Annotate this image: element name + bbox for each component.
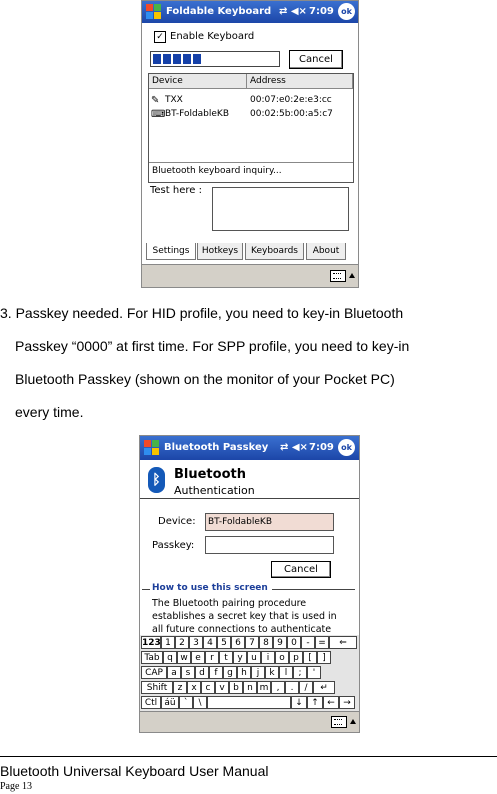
cancel-button[interactable]: Cancel [271,561,331,578]
key[interactable]: 2 [175,636,189,649]
ok-button[interactable]: ok [338,3,355,20]
key[interactable]: ] [317,651,331,664]
device-icon: ✎ [151,95,160,106]
key[interactable]: k [265,666,279,679]
clock[interactable]: 7:09 [309,6,334,17]
key[interactable]: . [285,681,299,694]
key[interactable]: - [301,636,315,649]
window-title: Foldable Keyboard [166,6,272,17]
key[interactable]: q [163,651,177,664]
soft-keyboard [140,635,359,712]
heading-bluetooth: Bluetooth [174,467,246,482]
key[interactable]: y [233,651,247,664]
device-label: Device: [158,516,196,527]
title-bar [140,436,359,460]
howto-title: How to use this screen [152,583,268,593]
key[interactable]: ; [293,666,307,679]
howto-line-3: all future connections to authenticate [152,624,332,635]
tab-hotkeys[interactable]: Hotkeys [197,243,243,260]
windows-start-icon[interactable] [144,440,160,456]
key[interactable]: 8 [259,636,273,649]
menu-bar [142,264,358,287]
howto-line-2: establishes a secret key that is used in [152,611,337,622]
device-address: 00:02:5b:00:a5:c7 [250,109,333,119]
key[interactable]: z [173,681,187,694]
list-item[interactable] [149,107,353,121]
test-here-label: Test here : [150,185,202,196]
device-name: BT-FoldableKB [165,109,230,119]
key[interactable]: e [191,651,205,664]
key[interactable]: 9 [273,636,287,649]
key[interactable]: s [181,666,195,679]
backspace-key[interactable]: ⇐ [329,636,357,649]
key[interactable]: 4 [203,636,217,649]
tab-bar [142,243,358,263]
key-ctl[interactable]: Ctl [141,696,161,709]
status-text: Bluetooth keyboard inquiry... [152,166,282,176]
device-address: 00:07:e0:2e:e3:cc [250,95,332,105]
heading-authentication: Authentication [174,484,255,497]
arrow-left-key[interactable]: ← [323,696,339,709]
arrow-down-key[interactable]: ↓ [291,696,307,709]
key[interactable]: = [315,636,329,649]
device-list[interactable] [148,73,354,183]
key[interactable]: b [229,681,243,694]
caption-line-4: every time. [15,404,84,420]
keyboard-row [140,636,359,651]
caption-line-1: 3. Passkey needed. For HID profile, you need to key-in Bluetooth [0,305,404,321]
keyboard-row [140,666,359,681]
key[interactable]: 1 [161,636,175,649]
window-title: Bluetooth Passkey [164,442,269,453]
header-divider [140,498,359,499]
key[interactable]: r [205,651,219,664]
footer-title: Bluetooth Universal Keyboard User Manual [0,763,269,779]
key[interactable]: i [261,651,275,664]
input-selector-arrow-icon[interactable] [349,273,355,278]
key-tab[interactable]: Tab [141,651,163,664]
key[interactable]: m [257,681,271,694]
page-number: Page 13 [0,781,32,792]
passkey-label: Passkey: [152,540,195,551]
list-item[interactable] [149,93,353,107]
ok-button[interactable]: ok [338,439,355,456]
column-header-device[interactable]: Device [149,74,247,89]
enable-keyboard-label: Enable Keyboard [170,31,255,42]
foldable-keyboard-screenshot [141,0,359,288]
key[interactable]: a [167,666,181,679]
key-caps[interactable]: CAP [141,666,167,679]
arrow-up-key[interactable]: ↑ [307,696,323,709]
enable-keyboard-checkbox[interactable]: ✓ [154,31,166,43]
column-header-address[interactable]: Address [247,74,353,89]
cancel-button[interactable]: Cancel [289,50,343,69]
status-divider [149,162,353,163]
key[interactable]: h [237,666,251,679]
key[interactable]: n [243,681,257,694]
key[interactable]: j [251,666,265,679]
key-shift[interactable]: Shift [141,681,173,694]
key[interactable]: 3 [189,636,203,649]
key[interactable]: / [299,681,313,694]
howto-divider-left [142,589,150,590]
clock[interactable]: 7:09 [309,442,334,453]
key[interactable]: 6 [231,636,245,649]
bluetooth-passkey-screenshot [139,435,360,733]
key-accents[interactable]: áü [161,696,179,709]
keyboard-icon[interactable] [331,716,347,728]
test-input[interactable] [212,187,349,231]
tab-about[interactable]: About [306,243,346,260]
key[interactable]: ' [307,666,321,679]
caption-line-3: Bluetooth Passkey (shown on the monitor of your Pocket PC) [15,371,395,387]
key[interactable]: , [271,681,285,694]
bluetooth-logo-icon: ᛒ [148,467,165,493]
input-selector-arrow-icon[interactable] [350,719,356,724]
howto-divider-right [272,589,355,590]
key[interactable]: 7 [245,636,259,649]
key[interactable]: f [209,666,223,679]
key[interactable]: x [187,681,201,694]
passkey-input[interactable] [205,536,334,554]
menu-bar [140,711,359,732]
keyboard-row [140,681,359,696]
key[interactable]: \ [193,696,207,709]
keyboard-device-icon: ⌨ [151,109,166,120]
key[interactable]: o [275,651,289,664]
key[interactable]: g [223,666,237,679]
progress-fill [153,54,203,64]
key-123[interactable]: 123 [142,638,161,648]
space-key[interactable] [207,696,291,709]
device-field: BT-FoldableKB [205,513,334,531]
enter-key[interactable]: ↵ [313,681,335,694]
key[interactable]: w [177,651,191,664]
caption-line-2: Passkey “0000” at first time. For SPP profile, you need to key-in [15,338,410,354]
key[interactable]: c [201,681,215,694]
keyboard-icon[interactable] [330,270,346,282]
tab-settings[interactable]: Settings [146,243,196,260]
tab-keyboards[interactable]: Keyboards [245,243,304,260]
key[interactable]: p [289,651,303,664]
key[interactable]: l [279,666,293,679]
key[interactable]: t [219,651,233,664]
key[interactable]: v [215,681,229,694]
connectivity-volume-icons[interactable]: ⇄ ◀× [280,442,308,453]
howto-line-1: The Bluetooth pairing procedure [152,598,307,609]
windows-start-icon[interactable] [146,4,162,20]
key[interactable]: 0 [287,636,301,649]
connectivity-volume-icons[interactable]: ⇄ ◀× [279,6,307,17]
key[interactable]: u [247,651,261,664]
arrow-right-key[interactable]: → [339,696,355,709]
keyboard-row [140,696,359,711]
footer-rule [0,756,497,757]
progress-bar [150,51,280,67]
key[interactable]: 5 [217,636,231,649]
key[interactable]: ` [179,696,193,709]
keyboard-row [140,651,359,666]
device-name: TXX [165,95,183,105]
key[interactable]: [ [303,651,317,664]
title-bar [142,1,358,23]
key[interactable]: d [195,666,209,679]
